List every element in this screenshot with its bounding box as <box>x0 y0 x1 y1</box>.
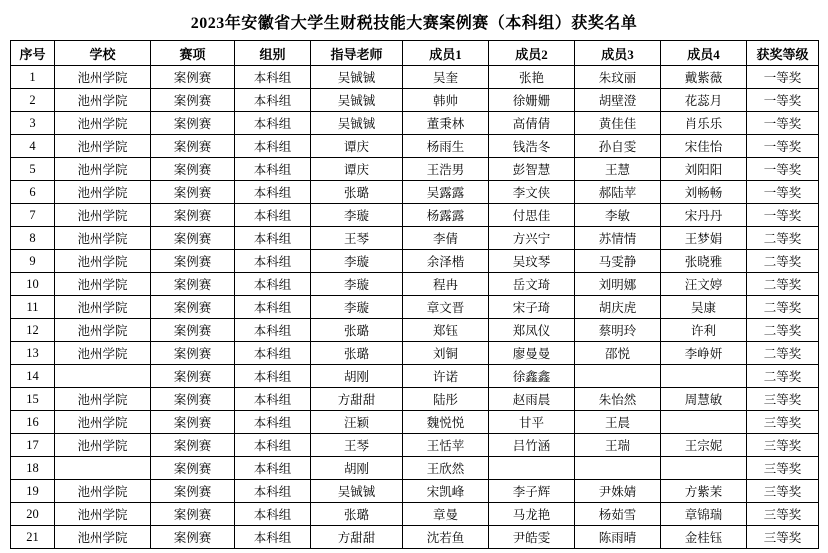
cell-member2: 尹皓雯 <box>489 526 575 549</box>
cell-member2: 吴玟琴 <box>489 250 575 273</box>
cell-group: 本科组 <box>235 457 311 480</box>
cell-group: 本科组 <box>235 273 311 296</box>
cell-group: 本科组 <box>235 480 311 503</box>
cell-member1: 韩帅 <box>403 89 489 112</box>
cell-member1: 王浩男 <box>403 158 489 181</box>
cell-member1: 李倩 <box>403 227 489 250</box>
cell-seq: 17 <box>11 434 55 457</box>
cell-member3: 苏情情 <box>575 227 661 250</box>
cell-teacher: 张璐 <box>311 181 403 204</box>
cell-seq: 3 <box>11 112 55 135</box>
cell-group: 本科组 <box>235 388 311 411</box>
cell-member3: 胡壁澄 <box>575 89 661 112</box>
table-row <box>11 480 819 503</box>
table-row <box>11 319 819 342</box>
cell-member1: 程冉 <box>403 273 489 296</box>
cell-school: 池州学院 <box>55 503 151 526</box>
cell-member2: 钱浩冬 <box>489 135 575 158</box>
cell-award: 三等奖 <box>747 388 819 411</box>
column-header-teacher: 指导老师 <box>311 41 403 66</box>
cell-member3: 陈雨晴 <box>575 526 661 549</box>
cell-member4: 张晓雅 <box>661 250 747 273</box>
cell-seq: 14 <box>11 365 55 388</box>
cell-teacher: 吴铖铖 <box>311 480 403 503</box>
table-row <box>11 457 819 480</box>
cell-member4 <box>661 457 747 480</box>
cell-award: 二等奖 <box>747 227 819 250</box>
cell-award: 三等奖 <box>747 526 819 549</box>
cell-school: 池州学院 <box>55 181 151 204</box>
cell-school: 池州学院 <box>55 480 151 503</box>
cell-award: 一等奖 <box>747 181 819 204</box>
cell-member3: 蔡明玲 <box>575 319 661 342</box>
cell-event: 案例赛 <box>151 181 235 204</box>
cell-group: 本科组 <box>235 365 311 388</box>
column-header-group: 组别 <box>235 41 311 66</box>
cell-member2: 李子辉 <box>489 480 575 503</box>
cell-event: 案例赛 <box>151 296 235 319</box>
cell-group: 本科组 <box>235 89 311 112</box>
column-header-member2: 成员2 <box>489 41 575 66</box>
cell-event: 案例赛 <box>151 388 235 411</box>
cell-teacher: 张璐 <box>311 319 403 342</box>
cell-seq: 16 <box>11 411 55 434</box>
cell-award: 三等奖 <box>747 411 819 434</box>
cell-group: 本科组 <box>235 227 311 250</box>
cell-teacher: 吴铖铖 <box>311 89 403 112</box>
cell-member1: 陆彤 <box>403 388 489 411</box>
cell-school <box>55 457 151 480</box>
cell-member1: 杨露露 <box>403 204 489 227</box>
cell-member3: 李敏 <box>575 204 661 227</box>
cell-seq: 15 <box>11 388 55 411</box>
cell-award: 一等奖 <box>747 89 819 112</box>
cell-teacher: 王琴 <box>311 227 403 250</box>
cell-award: 一等奖 <box>747 112 819 135</box>
table-row <box>11 158 819 181</box>
cell-member1: 刘铜 <box>403 342 489 365</box>
cell-member4: 方紫茉 <box>661 480 747 503</box>
cell-school <box>55 365 151 388</box>
cell-member3: 黄佳佳 <box>575 112 661 135</box>
cell-member3: 马雯静 <box>575 250 661 273</box>
cell-teacher: 谭庆 <box>311 135 403 158</box>
cell-seq: 1 <box>11 66 55 89</box>
cell-member4: 王宗妮 <box>661 434 747 457</box>
cell-member3: 郝陆苹 <box>575 181 661 204</box>
cell-member1: 宋凯峰 <box>403 480 489 503</box>
cell-group: 本科组 <box>235 250 311 273</box>
cell-seq: 12 <box>11 319 55 342</box>
cell-school: 池州学院 <box>55 89 151 112</box>
cell-event: 案例赛 <box>151 112 235 135</box>
cell-teacher: 李璇 <box>311 204 403 227</box>
cell-event: 案例赛 <box>151 342 235 365</box>
cell-group: 本科组 <box>235 319 311 342</box>
cell-member4: 宋佳怡 <box>661 135 747 158</box>
cell-event: 案例赛 <box>151 158 235 181</box>
cell-school: 池州学院 <box>55 296 151 319</box>
column-header-school: 学校 <box>55 41 151 66</box>
column-header-member1: 成员1 <box>403 41 489 66</box>
cell-award: 二等奖 <box>747 342 819 365</box>
cell-event: 案例赛 <box>151 204 235 227</box>
cell-event: 案例赛 <box>151 457 235 480</box>
cell-member3: 杨茹雪 <box>575 503 661 526</box>
table-row <box>11 204 819 227</box>
cell-seq: 19 <box>11 480 55 503</box>
table-row <box>11 273 819 296</box>
page-title: 2023年安徽省大学生财税技能大赛案例赛（本科组）获奖名单 <box>190 15 638 32</box>
cell-award: 二等奖 <box>747 365 819 388</box>
cell-member2: 廖曼曼 <box>489 342 575 365</box>
cell-member1: 余泽楷 <box>403 250 489 273</box>
cell-member2: 吕竹涵 <box>489 434 575 457</box>
cell-member4: 吴康 <box>661 296 747 319</box>
cell-member4: 汪文婷 <box>661 273 747 296</box>
cell-event: 案例赛 <box>151 434 235 457</box>
cell-member4: 刘畅畅 <box>661 181 747 204</box>
cell-school: 池州学院 <box>55 158 151 181</box>
cell-member2: 徐姗姗 <box>489 89 575 112</box>
cell-school: 池州学院 <box>55 204 151 227</box>
cell-seq: 13 <box>11 342 55 365</box>
cell-event: 案例赛 <box>151 273 235 296</box>
cell-member2: 甘平 <box>489 411 575 434</box>
cell-member2: 张艳 <box>489 66 575 89</box>
cell-teacher: 王琴 <box>311 434 403 457</box>
cell-seq: 4 <box>11 135 55 158</box>
cell-teacher: 谭庆 <box>311 158 403 181</box>
cell-member3: 朱怡然 <box>575 388 661 411</box>
cell-group: 本科组 <box>235 411 311 434</box>
table-row <box>11 66 819 89</box>
cell-member2: 付思佳 <box>489 204 575 227</box>
cell-group: 本科组 <box>235 526 311 549</box>
cell-member3: 胡庆虎 <box>575 296 661 319</box>
table-row <box>11 365 819 388</box>
table-row <box>11 181 819 204</box>
table-row <box>11 388 819 411</box>
cell-group: 本科组 <box>235 296 311 319</box>
cell-event: 案例赛 <box>151 227 235 250</box>
cell-school: 池州学院 <box>55 66 151 89</box>
column-header-award: 获奖等级 <box>747 41 819 66</box>
cell-school: 池州学院 <box>55 135 151 158</box>
cell-teacher: 李璇 <box>311 250 403 273</box>
table-row <box>11 411 819 434</box>
cell-school: 池州学院 <box>55 112 151 135</box>
cell-seq: 20 <box>11 503 55 526</box>
award-list-table <box>10 40 819 549</box>
cell-group: 本科组 <box>235 434 311 457</box>
cell-member1: 吴奎 <box>403 66 489 89</box>
cell-member1: 王恬苹 <box>403 434 489 457</box>
column-header-member3: 成员3 <box>575 41 661 66</box>
cell-member1: 沈若鱼 <box>403 526 489 549</box>
cell-member1: 许诺 <box>403 365 489 388</box>
cell-award: 一等奖 <box>747 135 819 158</box>
cell-event: 案例赛 <box>151 365 235 388</box>
cell-member4: 章锦瑞 <box>661 503 747 526</box>
cell-member2 <box>489 457 575 480</box>
cell-seq: 18 <box>11 457 55 480</box>
cell-event: 案例赛 <box>151 526 235 549</box>
cell-member4: 金桂钰 <box>661 526 747 549</box>
column-header-member4: 成员4 <box>661 41 747 66</box>
cell-school: 池州学院 <box>55 411 151 434</box>
cell-group: 本科组 <box>235 112 311 135</box>
table-row <box>11 296 819 319</box>
cell-member4 <box>661 365 747 388</box>
cell-seq: 10 <box>11 273 55 296</box>
cell-member3: 王晨 <box>575 411 661 434</box>
cell-teacher: 吴铖铖 <box>311 112 403 135</box>
table-row <box>11 135 819 158</box>
cell-award: 二等奖 <box>747 319 819 342</box>
cell-member4: 刘阳阳 <box>661 158 747 181</box>
table-body <box>11 66 819 549</box>
cell-member3: 王瑞 <box>575 434 661 457</box>
cell-member4: 许利 <box>661 319 747 342</box>
cell-event: 案例赛 <box>151 480 235 503</box>
table-row <box>11 227 819 250</box>
column-header-seq: 序号 <box>11 41 55 66</box>
cell-member4: 周慧敏 <box>661 388 747 411</box>
cell-award: 三等奖 <box>747 503 819 526</box>
cell-teacher: 方甜甜 <box>311 388 403 411</box>
cell-teacher: 李璇 <box>311 296 403 319</box>
cell-event: 案例赛 <box>151 503 235 526</box>
cell-member2: 岳文琦 <box>489 273 575 296</box>
cell-member3: 刘明娜 <box>575 273 661 296</box>
cell-school: 池州学院 <box>55 319 151 342</box>
cell-teacher: 胡刚 <box>311 457 403 480</box>
cell-seq: 11 <box>11 296 55 319</box>
cell-seq: 2 <box>11 89 55 112</box>
table-row <box>11 342 819 365</box>
cell-member1: 章曼 <box>403 503 489 526</box>
cell-teacher: 汪颖 <box>311 411 403 434</box>
cell-member4: 肖乐乐 <box>661 112 747 135</box>
cell-school: 池州学院 <box>55 526 151 549</box>
cell-member3: 邵悦 <box>575 342 661 365</box>
cell-member3 <box>575 365 661 388</box>
cell-school: 池州学院 <box>55 227 151 250</box>
cell-teacher: 李璇 <box>311 273 403 296</box>
table-header-row <box>11 41 819 66</box>
cell-group: 本科组 <box>235 204 311 227</box>
cell-teacher: 张璐 <box>311 342 403 365</box>
cell-teacher: 吴铖铖 <box>311 66 403 89</box>
cell-school: 池州学院 <box>55 273 151 296</box>
cell-event: 案例赛 <box>151 250 235 273</box>
cell-seq: 5 <box>11 158 55 181</box>
cell-school: 池州学院 <box>55 388 151 411</box>
cell-teacher: 方甜甜 <box>311 526 403 549</box>
table-row <box>11 526 819 549</box>
cell-event: 案例赛 <box>151 66 235 89</box>
cell-member2: 高倩倩 <box>489 112 575 135</box>
cell-member4: 花蕊月 <box>661 89 747 112</box>
cell-member1: 董秉林 <box>403 112 489 135</box>
cell-seq: 9 <box>11 250 55 273</box>
cell-award: 三等奖 <box>747 434 819 457</box>
cell-member1: 魏悦悦 <box>403 411 489 434</box>
cell-event: 案例赛 <box>151 89 235 112</box>
cell-seq: 21 <box>11 526 55 549</box>
cell-member2: 徐鑫鑫 <box>489 365 575 388</box>
cell-group: 本科组 <box>235 66 311 89</box>
cell-member3 <box>575 457 661 480</box>
cell-member1: 杨雨生 <box>403 135 489 158</box>
cell-seq: 6 <box>11 181 55 204</box>
cell-award: 一等奖 <box>747 158 819 181</box>
cell-member2: 宋子琦 <box>489 296 575 319</box>
cell-member1: 吴露露 <box>403 181 489 204</box>
cell-member1: 王欣然 <box>403 457 489 480</box>
cell-award: 二等奖 <box>747 296 819 319</box>
cell-group: 本科组 <box>235 181 311 204</box>
cell-group: 本科组 <box>235 342 311 365</box>
cell-member4: 戴紫薇 <box>661 66 747 89</box>
cell-member2: 郑凤仪 <box>489 319 575 342</box>
cell-award: 二等奖 <box>747 250 819 273</box>
cell-event: 案例赛 <box>151 135 235 158</box>
table-row <box>11 503 819 526</box>
cell-school: 池州学院 <box>55 250 151 273</box>
cell-award: 三等奖 <box>747 480 819 503</box>
cell-teacher: 张璐 <box>311 503 403 526</box>
cell-school: 池州学院 <box>55 342 151 365</box>
cell-member3: 尹姝婧 <box>575 480 661 503</box>
cell-member2: 方兴宁 <box>489 227 575 250</box>
cell-group: 本科组 <box>235 135 311 158</box>
cell-member3: 朱玟丽 <box>575 66 661 89</box>
cell-award: 一等奖 <box>747 66 819 89</box>
table-row <box>11 250 819 273</box>
cell-teacher: 胡刚 <box>311 365 403 388</box>
cell-member3: 王慧 <box>575 158 661 181</box>
cell-group: 本科组 <box>235 158 311 181</box>
table-row <box>11 89 819 112</box>
cell-member4: 王梦娟 <box>661 227 747 250</box>
cell-member1: 郑钰 <box>403 319 489 342</box>
cell-member2: 马龙艳 <box>489 503 575 526</box>
cell-school: 池州学院 <box>55 434 151 457</box>
cell-event: 案例赛 <box>151 411 235 434</box>
cell-member3: 孙自雯 <box>575 135 661 158</box>
cell-member2: 赵雨晨 <box>489 388 575 411</box>
cell-award: 二等奖 <box>747 273 819 296</box>
cell-member4: 宋丹丹 <box>661 204 747 227</box>
cell-member4 <box>661 411 747 434</box>
cell-award: 一等奖 <box>747 204 819 227</box>
cell-seq: 8 <box>11 227 55 250</box>
cell-event: 案例赛 <box>151 319 235 342</box>
cell-member2: 彭智慧 <box>489 158 575 181</box>
column-header-event: 赛项 <box>151 41 235 66</box>
table-row <box>11 112 819 135</box>
table-row <box>11 434 819 457</box>
cell-member2: 李文侠 <box>489 181 575 204</box>
cell-seq: 7 <box>11 204 55 227</box>
cell-group: 本科组 <box>235 503 311 526</box>
cell-member1: 章文晋 <box>403 296 489 319</box>
cell-member4: 李峥妍 <box>661 342 747 365</box>
cell-award: 三等奖 <box>747 457 819 480</box>
